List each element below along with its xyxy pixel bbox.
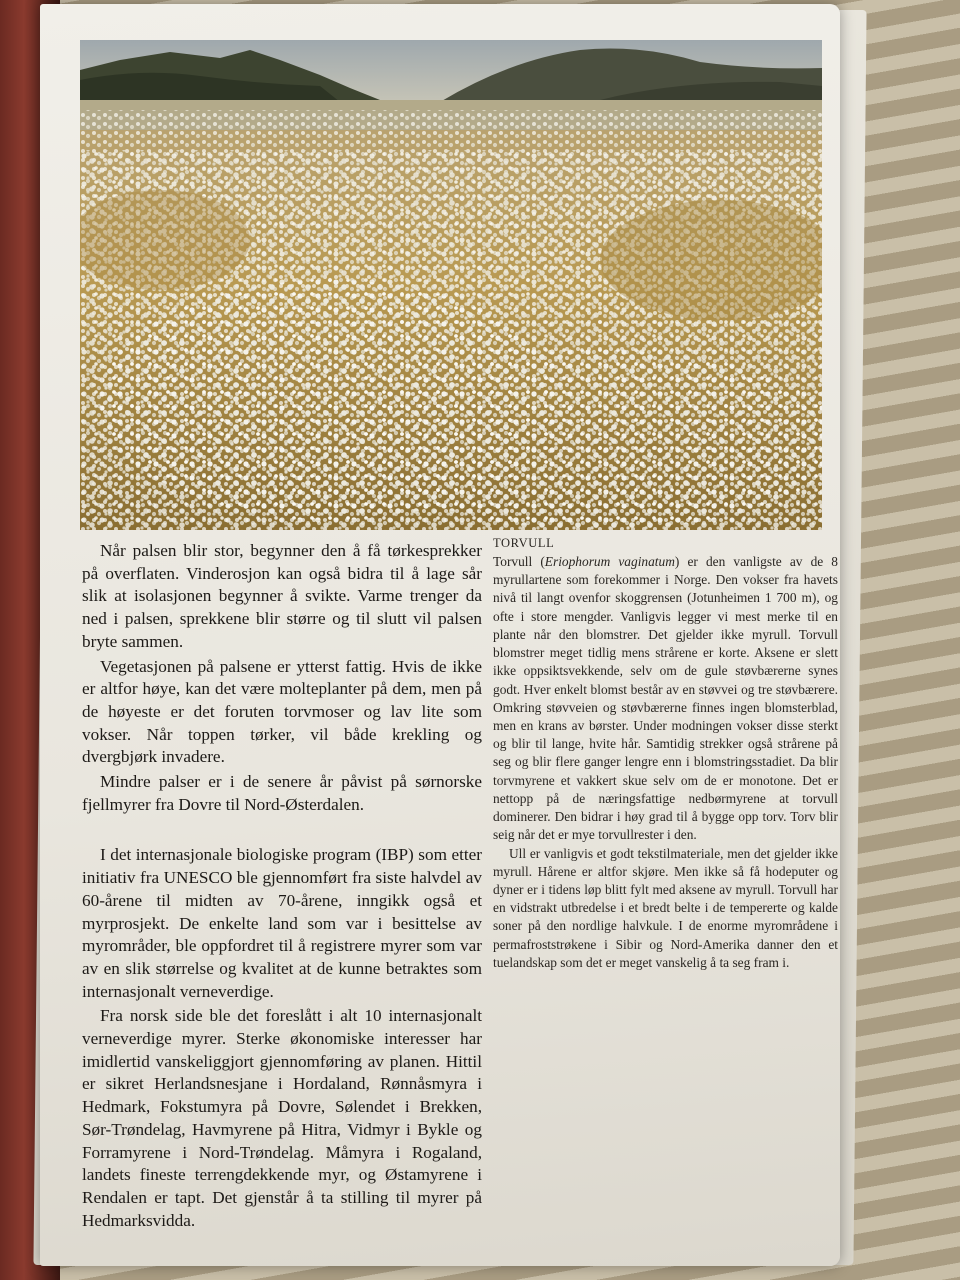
paragraph: Vegetasjonen på palsene er ytterst fattig. Hvis de ikke er altfor høye, kan det være molteplanter på dem, men på de høyeste er det foruten torvmoser og lav lite som vokser. Når toppen tørker, vil både krekling og dvergbjørk invadere. xyxy=(82,656,482,767)
caption-name-start: Torvull ( xyxy=(493,554,545,569)
caption-heading: TORVULL xyxy=(493,536,555,550)
paragraph: Mindre palser er i de senere år påvist på sørnorske fjellmyrer fra Dovre til Nord-Østerdalen. xyxy=(82,772,482,814)
caption-column xyxy=(493,535,838,972)
latin-name: Eriophorum vaginatum xyxy=(544,554,675,569)
paragraph: I det internasjonale biologiske program (IBP) som etter initiativ fra UNESCO ble gjennomført fra siste halvdel av 60-årene til midten av 70-årene, inngikk også et myrprosjekt. De enkelte land som var i besittelse av myrområder, ble oppfordret til å registrere myrer som var av en slik størrelse og kvalitet at de kunne betraktes som internasjonalt verneverdige. xyxy=(82,845,482,1001)
caption-paragraph xyxy=(493,553,838,845)
paragraph: Fra norsk side ble det foreslått i alt 10 internasjonalt verneverdige myrer. Sterke økonomiske interesser har imidlertid vanskeliggjort gjennomføring av planen. Hittil er sikret Herlandsnesjane i Hordaland, Rønnåsmyra i Hedmark, Fokstumyra på Dovre, Sølendet i Brekken, Sør-Trøndelag, Havmyrene på Hitra, Vidmyr i Bykle og Forramyrene i Nord-Trøndelag. Måmyra i Rogaland, landets fineste terrengdekkende myr, og Østamyrene i Rendalen er tapt. Det gjenstår å ta stilling til myrer på Hedmarksvidda. xyxy=(82,1006,482,1230)
main-text-column xyxy=(82,540,482,1232)
caption-text: ) er den vanligste av de 8 myrullartene som forekommer i Norge. Den vokser fra havets nivå til langt ovenfor skoggrensen (Jotunheimen 1 700 m), og ofte i store mengder. Vanligvis legger vi mest merke til en plante når den blomstrer. Det gjelder ikke myrull. Torvull blomstrer meget tidlig mens strårene er korte. Aksene er slett ikke oppsiktsvekkende, selv om de gule støvbærerne synes godt. Hver enkelt blomst består av en støvvei og tre støvbærere. Omkring støvveien og støvbærerne finnes ingen blomsterblad, men en krans av børster. Under modningen vokser disse sterkt og blir til lange, hvite hår. Samtidig strekker også strårene på seg og blir flere ganger lengre enn i blomstringsstadiet. Da blir torvmyrene et vakkert skue selv om de er monotone. Det er nettopp på de næringsfattige nedbørmyrene at torvull dominerer. Den bidrar i høy grad til å bygge opp torv. Torv blir seig når det er mye torvullrester i den. xyxy=(493,554,838,843)
paragraph: Når palsen blir stor, begynner den å få tørkesprekker på overflaten. Vinderosjon kan også bidra til å lage sår slik at isolasjonen begynner å svikte. Varme trenger da ned i palsen, sprekkene blir større og til slutt vil palsen bryte sammen. xyxy=(82,541,482,651)
cotton-grass-meadow-photo xyxy=(80,40,822,530)
caption-paragraph: Ull er vanligvis et godt tekstilmateriale, men det gjelder ikke myrull. Hårene er altfor skjøre. Men ikke så få hodeputer og dyner er i tidens løp blitt fylt med aksene av myrull. Torvull har en vidstrakt utbredelse i et bredt belte i de tempererte og kalde soner på den nordlige halvkule. I de enorme myrområdene i permafroststrøkene i Sibir og Nord-Amerika danner den et tuelandskap som det er meget vanskelig å ta seg fram i. xyxy=(493,845,838,970)
